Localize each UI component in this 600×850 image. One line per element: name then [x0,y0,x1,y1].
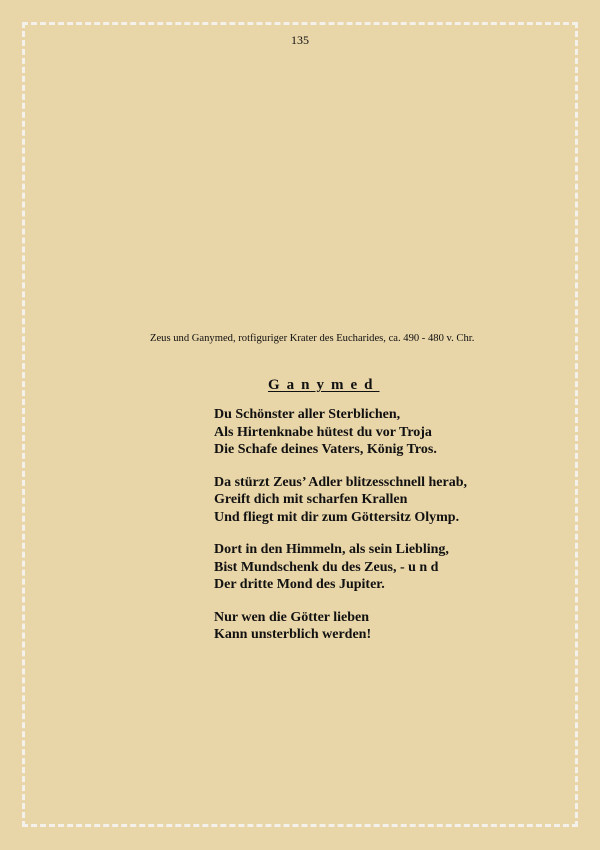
poem-line: Nur wen die Götter lieben [214,609,370,625]
poem-line: Der dritte Mond des Jupiter. [214,577,385,592]
poem-line: Dort in den Himmeln, als sein Liebling, [214,542,449,557]
poem-line: Bist Mundschenk du des Zeus, - u n d [214,559,439,575]
poem-title: Ganymed [268,377,380,393]
poem-line: Die Schafe deines Vaters, König Tros. [214,442,437,457]
poem-line: Als Hirtenknabe hütest du vor Troja [214,424,432,440]
stanza-4 [214,609,544,644]
stanza-1 [214,406,544,459]
poem-line: Du Schönster aller Sterblichen, [214,407,401,422]
page-number: 135 [291,33,309,47]
image-caption: Zeus und Ganymed, rotfiguriger Krater des Eucharides, ca. 490 - 480 v. Chr. [150,333,475,344]
stanza-3 [214,541,544,594]
poem-line: Greift dich mit scharfen Krallen [214,492,408,507]
stanza-2 [214,474,544,527]
poem [214,406,544,659]
poem-line: Da stürzt Zeus’ Adler blitzesschnell herab, [214,474,468,490]
poem-line: Kann unsterblich werden! [214,627,372,642]
poem-line: Und fliegt mit dir zum Göttersitz Olymp. [214,509,460,525]
